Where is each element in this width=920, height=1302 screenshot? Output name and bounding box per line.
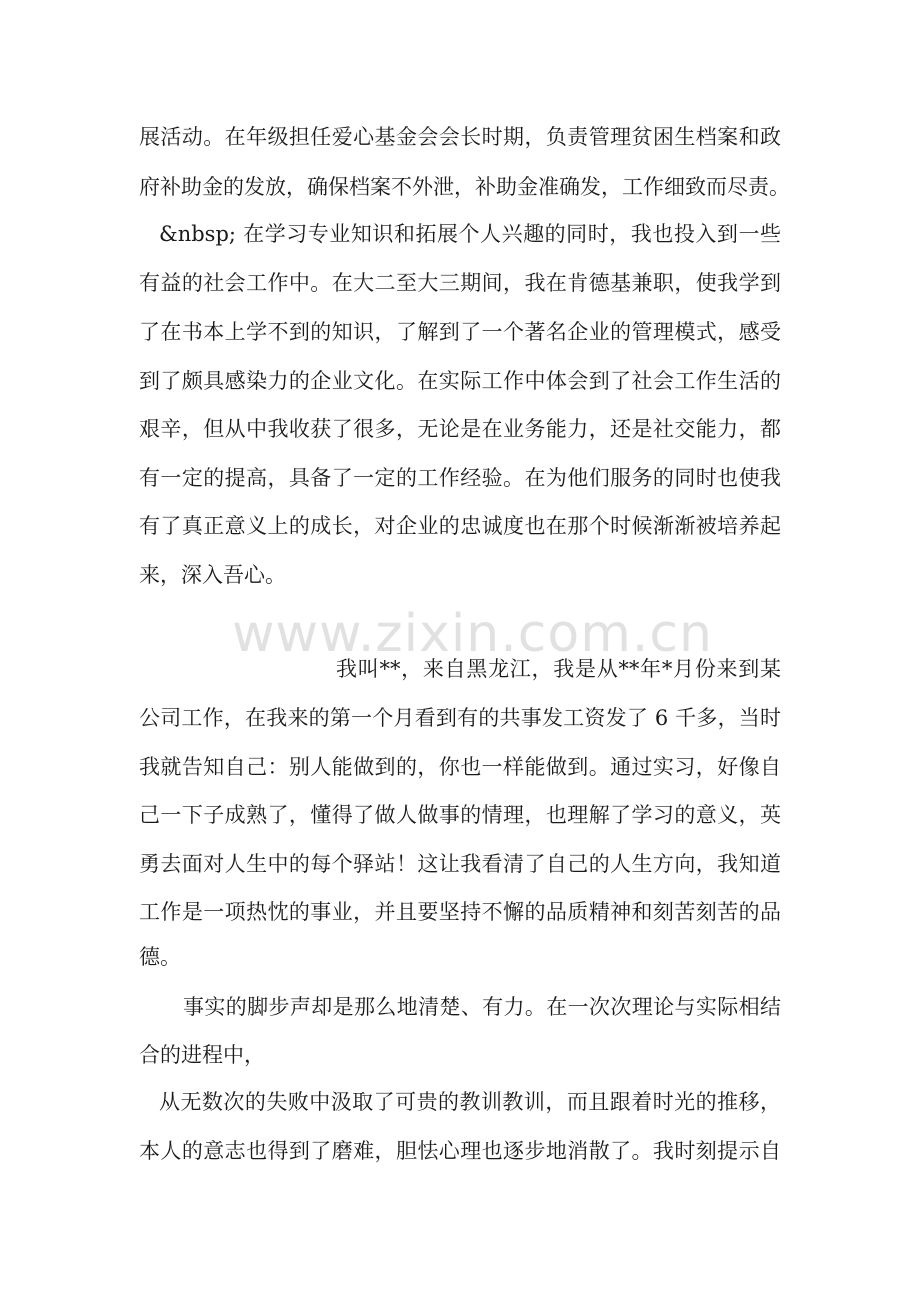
text-line: 有一定的提高，具备了一定的工作经验。在为他们服务的同时也使我: [139, 466, 781, 490]
text-line: &nbsp; 在学习专业知识和拓展个人兴趣的同时，我也投入到一些: [159, 222, 781, 246]
text-line: 己一下子成熟了，懂得了做人做事的情理，也理解了学习的意义，英: [139, 803, 781, 827]
text-line: 我叫**，来自黑龙江，我是从**年*月份来到某: [336, 657, 781, 681]
text-line: 公司工作，在我来的第一个月看到有的共事发工资发了 6 千多，当时: [139, 706, 781, 730]
text-line: 勇去面对人生中的每个驿站！这让我看清了自己的人生方向，我知道: [139, 852, 781, 876]
text-line: 艰辛，但从中我收获了很多，无论是在业务能力，还是社交能力，都: [139, 417, 781, 441]
text-line: 工作是一项热忱的事业，并且要坚持不懈的品质精神和刻苦刻苦的品: [139, 900, 781, 924]
watermark: www.zixin.com.cn: [232, 604, 713, 664]
text-line: 合的进程中，: [139, 1043, 265, 1067]
text-line: 来，深入吾心。: [139, 563, 286, 587]
text-line: 从无数次的失败中汲取了可贵的教训教训，而且跟着时光的推移，: [159, 1090, 781, 1114]
text-line: 本人的意志也得到了磨难，胆怯心理也逐步地消散了。我时刻提示自: [139, 1139, 781, 1163]
text-line: 有益的社会工作中。在大二至大三期间，我在肯德基兼职，使我学到: [139, 271, 781, 295]
text-line: 我就告知自己：别人能做到的，你也一样能做到。通过实习，好像自: [139, 755, 781, 779]
text-line: 有了真正意义上的成长，对企业的忠诚度也在那个时候渐渐被培养起: [139, 514, 781, 538]
text-line: 德。: [139, 945, 181, 969]
text-line: 了在书本上学不到的知识，了解到了一个著名企业的管理模式，感受: [139, 320, 781, 344]
text-line: 事实的脚步声却是那么地清楚、有力。在一次次理论与实际相结: [183, 995, 781, 1019]
text-line: 展活动。在年级担任爱心基金会会长时期，负责管理贫困生档案和政: [139, 125, 781, 149]
text-line: 府补助金的发放，确保档案不外泄，补助金准确发，工作细致而尽责。: [139, 175, 790, 199]
text-line: 到了颇具感染力的企业文化。在实际工作中体会到了社会工作生活的: [139, 369, 781, 393]
